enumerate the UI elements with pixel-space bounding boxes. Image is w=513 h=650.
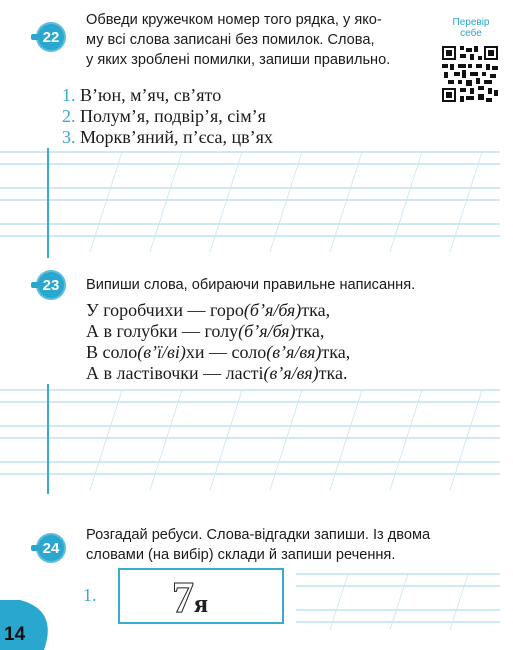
rebus-number: 1.	[83, 585, 97, 605]
text-part: тка,	[301, 300, 331, 320]
row-words: Морквʼяний, п’єса, цв’ях	[80, 127, 273, 147]
choice-part: (б’я/бя)	[238, 321, 296, 341]
writing-lines[interactable]	[0, 384, 513, 494]
task-number-badge: 24	[36, 533, 66, 563]
task-22-instruction	[86, 10, 431, 70]
choice-part: (в’я/вя)	[263, 363, 319, 383]
instruction-line: му всі слова записані без помилок. Слова,	[86, 32, 375, 48]
page-number: 14	[4, 624, 26, 645]
row-words: Полум’я, подвір’я, сім’я	[80, 106, 266, 126]
task-23-instruction: Випиши слова, обираючи правильне написання.	[86, 277, 416, 293]
check-label-line: Перевір	[452, 17, 490, 28]
check-label-line: себе	[460, 28, 482, 39]
sentence-line-3	[86, 342, 350, 363]
text-part: У горобчихи — горо	[86, 300, 244, 320]
task-number-badge: 22	[36, 22, 66, 52]
text-part: тка,	[321, 342, 351, 362]
row-number: 1.	[62, 85, 76, 105]
text-part: А в голубки — голу	[86, 321, 239, 341]
text-part: В соло	[86, 342, 138, 362]
choice-part: (б’я/бя)	[243, 300, 302, 320]
word-row-3	[62, 127, 273, 148]
task-number-badge: 23	[36, 270, 66, 300]
check-yourself-label	[437, 17, 505, 39]
rebus	[172, 572, 208, 623]
row-number: 3.	[62, 127, 76, 147]
choice-part: (в’я/вя)	[266, 342, 322, 362]
task-24-instruction	[86, 525, 476, 565]
sentence-line-2	[86, 321, 324, 342]
row-number: 2.	[62, 106, 76, 126]
instruction-line: Обведи кружечком номер того рядка, у яко-	[86, 12, 382, 28]
rebus-digit: 7	[172, 573, 194, 622]
writing-lines[interactable]	[0, 148, 513, 258]
choice-part: (в’ї/ві)	[137, 342, 186, 362]
word-row-2	[62, 106, 266, 127]
text-part: А в ластівочки — ласті	[86, 363, 264, 383]
instruction-line: словами (на вибір) склади й запиши речення.	[86, 547, 396, 563]
rebus-letter: я	[194, 589, 209, 618]
sentence-line-4	[86, 363, 347, 384]
word-row-1	[62, 85, 221, 106]
sentence-line-1	[86, 300, 330, 321]
text-part: хи — соло	[185, 342, 267, 362]
instruction-line: Розгадай ребуси. Слова-відгадки запиши. Із двома	[86, 527, 431, 543]
text-part: тка.	[318, 363, 348, 383]
instruction-line: у яких зроблені помилки, запиши правильно.	[86, 52, 391, 68]
row-words: В’юн, м’яч, св’ято	[80, 85, 222, 105]
text-part: тка,	[295, 321, 325, 341]
qr-code-icon[interactable]	[442, 46, 498, 102]
